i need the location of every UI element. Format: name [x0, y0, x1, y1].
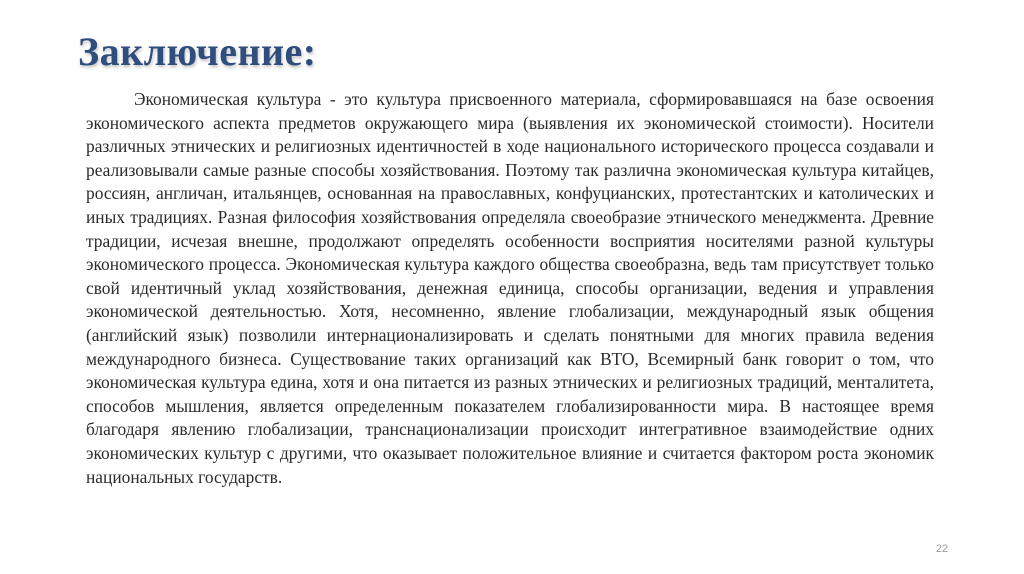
slide-title: Заключение:	[78, 29, 317, 74]
page-number: 22	[935, 543, 949, 555]
slide-body-paragraph: Экономическая культура - это культура присвоенного материала, сформировавшаяся на базе освоения экономического аспекта предметов окружающего мира (выявления их экономической стоимости). Носители различных этнических и религиозных идентичностей в ходе национального исторического процесса создавали и реализовывали самые разные способы хозяйствования. Поэтому так различна экономическая культура китайцев, россиян, англичан, итальянцев, основанная на православных, конфуцианских, протестантских и католических и иных традициях. Разная философия хозяйствования определяла своеобразие этнического менеджмента. Древние традиции, исчезая внешне, продолжают определять особенности восприятия носителями разной культуры экономического процесса. Экономическая культура каждого общества своеобразна, ведь там присутствует только свой идентичный уклад хозяйствования, денежная единица, способы организации, ведения и управления экономической деятельностью. Хотя, несомненно, явление глобализации, международный язык общения (английский язык) позволили интернационализировать и сделать понятными для многих правила ведения международного бизнеса. Существование таких организаций как ВТО, Всемирный банк говорит о том, что экономическая культура едина, хотя и она питается из разных этнических и религиозных традиций, менталитета, способов мышления, является определенным показателем глобализированности мира. В настоящее время благодаря явлению глобализации, транснационализации происходит интегративное взаимодействие одних экономических культур с другими, что оказывает положительное влияние и считается фактором роста экономик национальных государств.	[86, 89, 934, 487]
